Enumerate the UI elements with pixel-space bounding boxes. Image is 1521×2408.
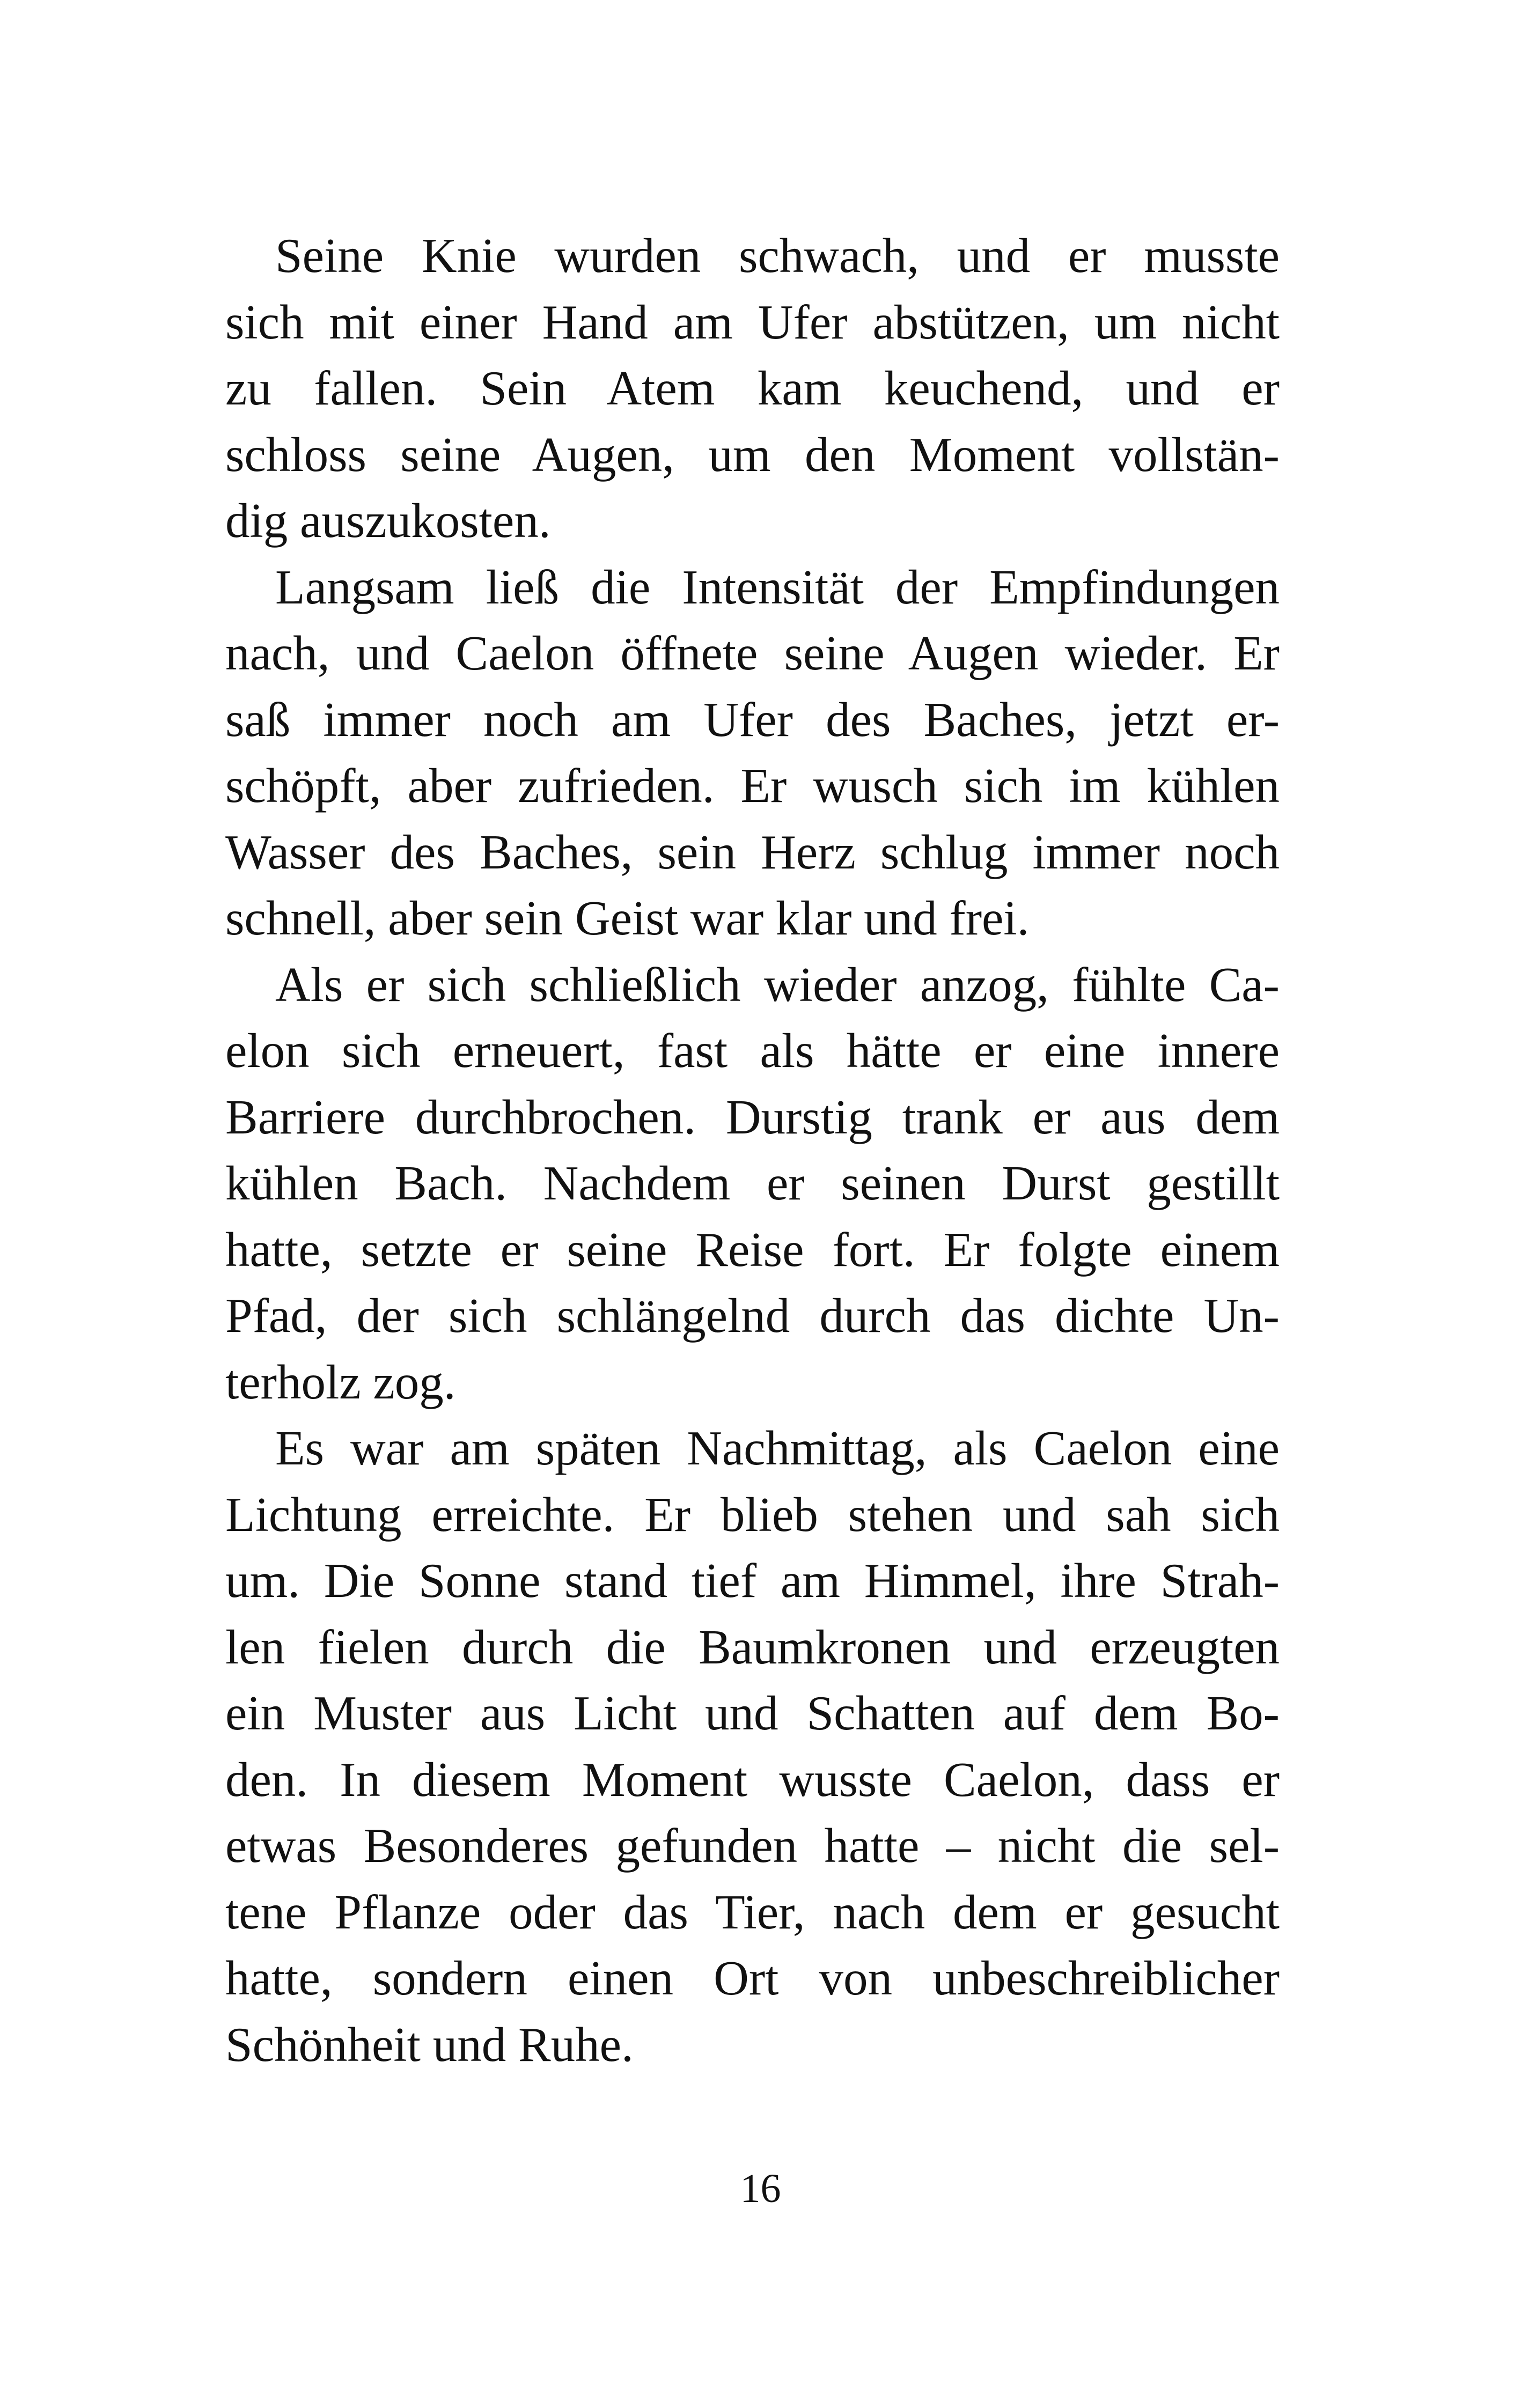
text-line: schnell, aber sein Geist war klar und frei.: [225, 891, 1030, 945]
text-line: hatte, setzte er seine Reise fort. Er folgte einem: [225, 1222, 1280, 1277]
text-line: Lichtung erreichte. Er blieb stehen und sah sich: [225, 1487, 1280, 1542]
text-line: um. Die Sonne stand tief am Himmel, ihre Strah-: [225, 1553, 1280, 1608]
paragraph: [225, 1415, 1280, 2078]
text-line: Langsam ließ die Intensität der Empfindungen: [275, 559, 1280, 614]
text-line: len fielen durch die Baumkronen und erzeugten: [225, 1619, 1280, 1674]
text-line: Als er sich schließlich wieder anzog, fühlte Ca-: [275, 957, 1280, 1012]
text-line: terholz zog.: [225, 1354, 456, 1409]
text-line: Barriere durchbrochen. Durstig trank er aus dem: [225, 1089, 1280, 1144]
text-line: sich mit einer Hand am Ufer abstützen, um nicht: [225, 294, 1280, 349]
text-line: dig auszukosten.: [225, 494, 551, 548]
text-line: Seine Knie wurden schwach, und er musste: [275, 229, 1280, 283]
text-line: ein Muster aus Licht und Schatten auf dem Bo-: [225, 1686, 1280, 1740]
text-line: schloss seine Augen, um den Moment vollstän-: [225, 427, 1280, 482]
body-text: [225, 223, 1280, 2078]
text-line: etwas Besonderes gefunden hatte – nicht die sel-: [225, 1818, 1280, 1873]
text-line: tene Pflanze oder das Tier, nach dem er gesucht: [225, 1884, 1280, 1939]
text-line: saß immer noch am Ufer des Baches, jetzt er-: [225, 692, 1280, 747]
paragraph: [225, 223, 1280, 554]
text-line: Pfad, der sich schlängelnd durch das dichte Un-: [225, 1288, 1280, 1343]
paragraph: [225, 554, 1280, 952]
text-line: elon sich erneuert, fast als hätte er eine innere: [225, 1023, 1280, 1078]
text-line: kühlen Bach. Nachdem er seinen Durst gestillt: [225, 1156, 1280, 1210]
text-line: schöpft, aber zufrieden. Er wusch sich im kühlen: [225, 759, 1280, 813]
text-line: Schönheit und Ruhe.: [225, 2017, 634, 2072]
text-line: zu fallen. Sein Atem kam keuchend, und er: [225, 361, 1280, 415]
text-line: hatte, sondern einen Ort von unbeschreiblicher: [225, 1951, 1280, 2005]
text-line: Es war am späten Nachmittag, als Caelon eine: [275, 1421, 1280, 1475]
page-number: 16: [740, 2166, 781, 2211]
paragraph: [225, 952, 1280, 1416]
text-line: Wasser des Baches, sein Herz schlug immer noch: [225, 824, 1280, 879]
text-line: den. In diesem Moment wusste Caelon, dass er: [225, 1752, 1280, 1807]
text-line: nach, und Caelon öffnete seine Augen wieder. Er: [225, 626, 1280, 680]
